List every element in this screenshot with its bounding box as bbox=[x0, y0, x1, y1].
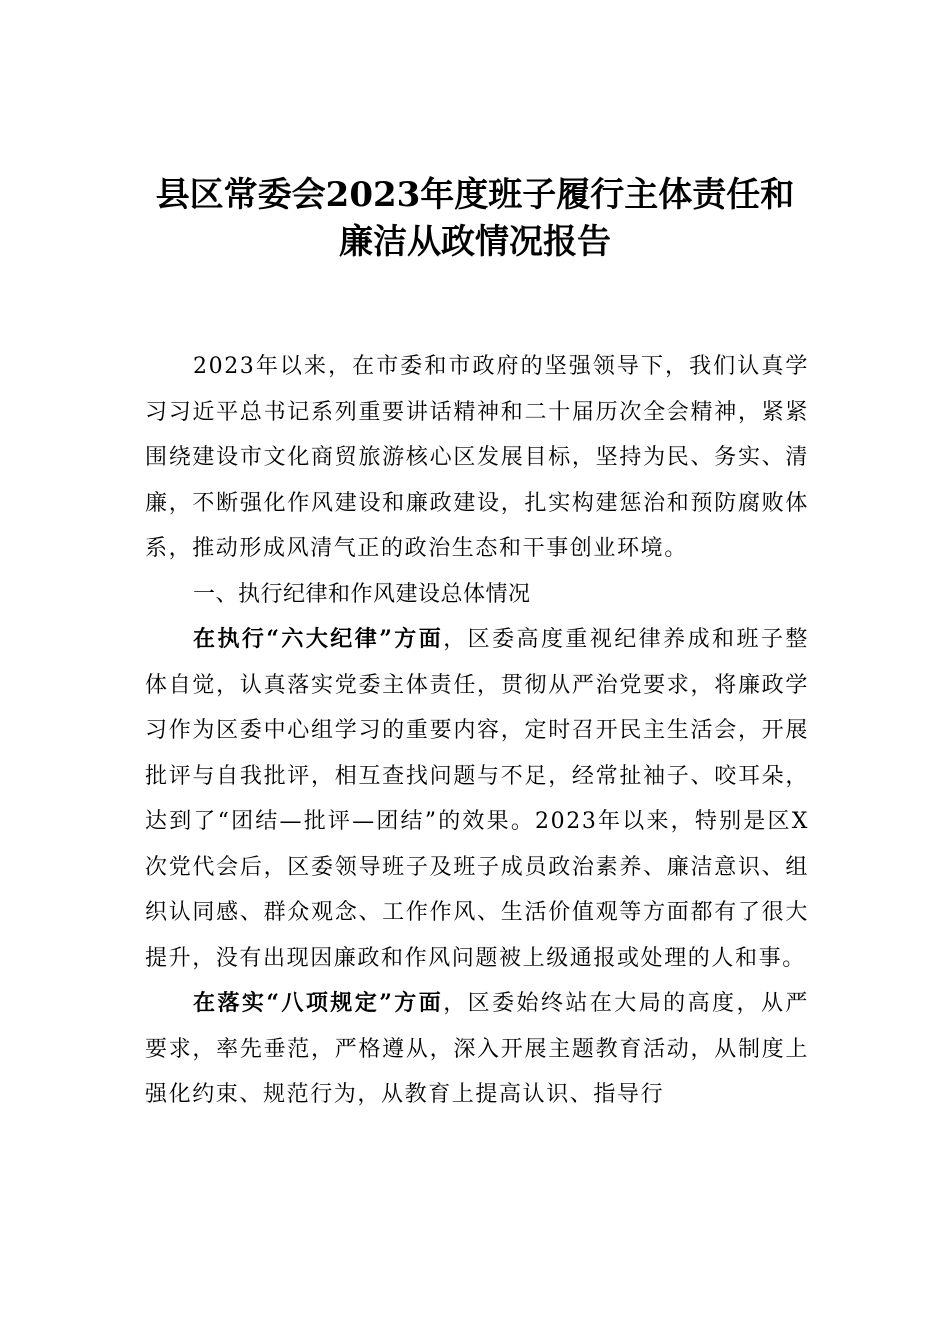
document-title-line-2: 廉洁从政情况报告 bbox=[339, 222, 611, 262]
section-heading-1 bbox=[145, 572, 809, 618]
paragraph-intro-text: 2023年以来，在市委和市政府的坚强领导下，我们认真学习习近平总书记系列重要讲话精神和二十届历次全会精神，紧紧围绕建设市文化商贸旅游核心区发展目标，坚持为民、务实、清廉，不断强化作风建设和廉政建设，扎实构建惩治和预防腐败体系，推动形成风清气正的政治生态和干事创业环境。 bbox=[145, 354, 809, 561]
document-title-line-1: 县区常委会2023年度班子履行主体责任和 bbox=[155, 175, 795, 215]
paragraph-six-disciplines bbox=[145, 617, 809, 981]
document-body bbox=[145, 344, 809, 1118]
paragraph-lead-bold: 在执行“六大纪律”方面 bbox=[193, 626, 444, 652]
section-heading-text: 一、执行纪律和作风建设总体情况 bbox=[193, 581, 531, 607]
paragraph-intro bbox=[145, 344, 809, 572]
paragraph-eight-rules bbox=[145, 981, 809, 1118]
paragraph-lead-bold: 在落实“八项规定”方面 bbox=[193, 990, 444, 1016]
paragraph-text: ，区委高度重视纪律养成和班子整体自觉，认真落实党委主体责任，贯彻从严治党要求，将廉政学习作为区委中心组学习的重要内容，定时召开民主生活会，开展批评与自我批评，相互查找问题与不足，经常扯袖子、咬耳朵，达到了“团结—批评—团结”的效果。2023年以来，特别是区X次党代会后，区委领导班子及班子成员政治素养、廉洁意识、组织认同感、群众观念、工作作风、生活价值观等方面都有了很大提升，没有出现因廉政和作风问题被上级通报或处理的人和事。 bbox=[145, 627, 809, 971]
paragraph-text: ，区委始终站在大局的高度，从严要求，率先垂范，严格遵从，深入开展主题教育活动，从制度上强化约束、规范行为，从教育上提高认识、指导行 bbox=[145, 991, 809, 1107]
